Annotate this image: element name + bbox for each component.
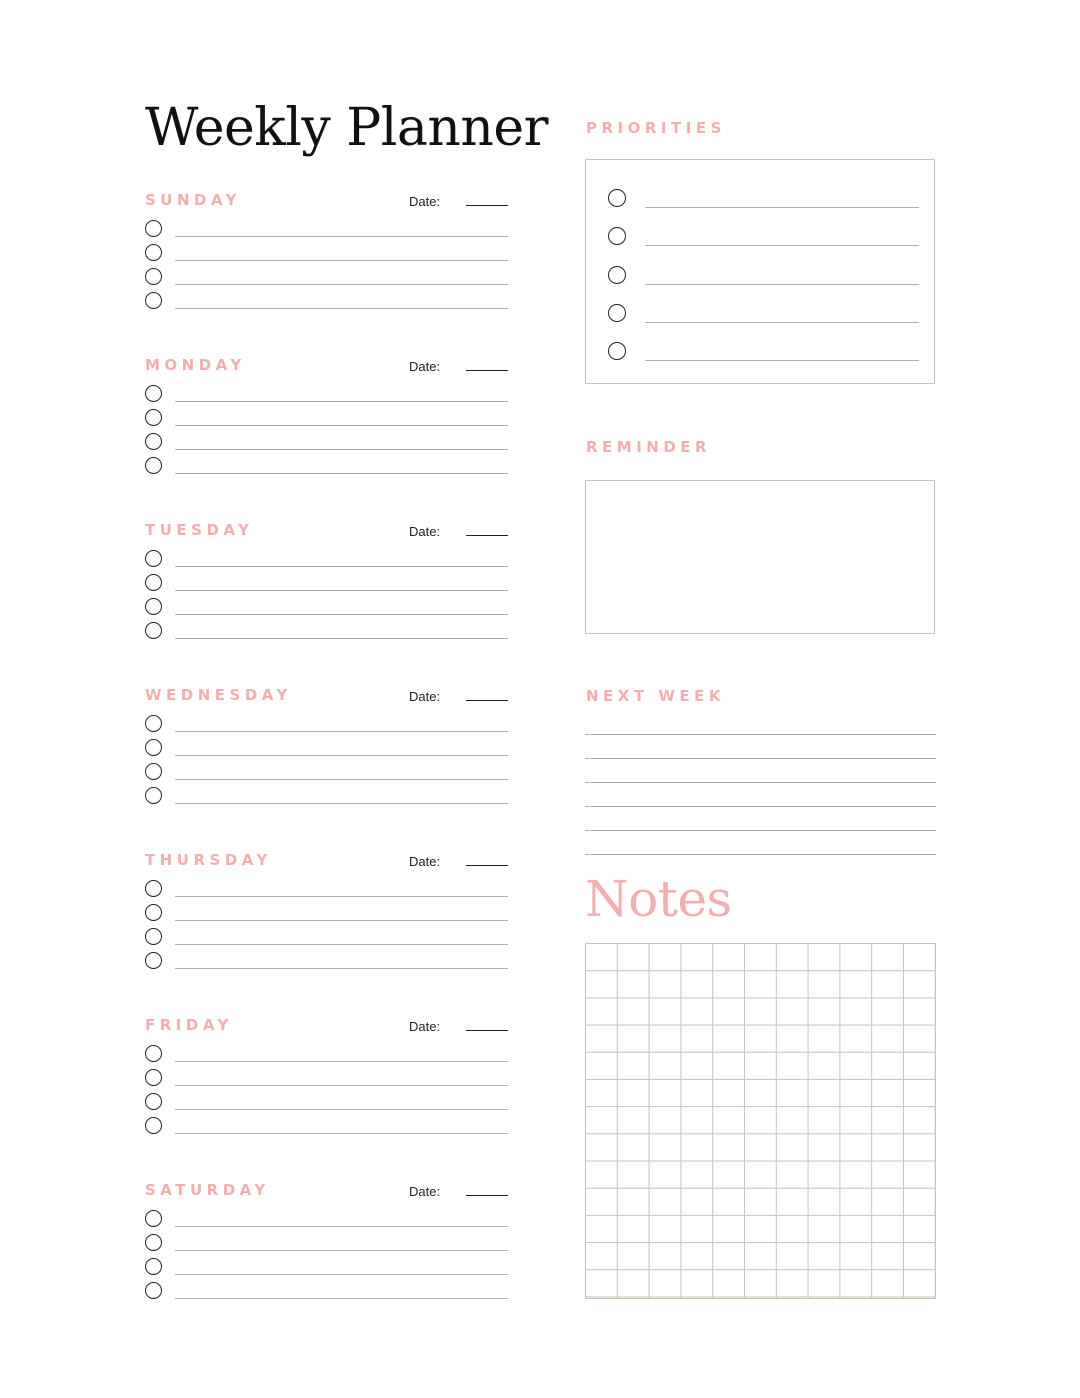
task-row [145, 952, 509, 976]
date-label: Date: [409, 359, 441, 374]
task-line[interactable] [175, 401, 508, 402]
task-line[interactable] [175, 1226, 508, 1227]
task-row [145, 244, 509, 268]
task-row [145, 622, 509, 646]
date-field[interactable] [466, 865, 508, 866]
task-row [145, 268, 509, 292]
task-checkbox[interactable] [145, 1117, 162, 1134]
priority-row [608, 304, 919, 328]
task-checkbox[interactable] [145, 1210, 162, 1227]
task-checkbox[interactable] [145, 220, 162, 237]
day-label: MONDAY [145, 356, 246, 374]
task-row [145, 880, 509, 904]
date-label: Date: [409, 854, 441, 869]
task-line[interactable] [175, 1133, 508, 1134]
task-row [145, 292, 509, 316]
task-checkbox[interactable] [145, 1069, 162, 1086]
priority-row [608, 266, 919, 290]
task-line[interactable] [175, 1250, 508, 1251]
day-block-sunday [145, 191, 509, 311]
task-row [145, 220, 509, 244]
task-checkbox[interactable] [145, 715, 162, 732]
day-block-friday [145, 1016, 509, 1136]
task-row [145, 385, 509, 409]
next-week-label: NEXT WEEK [586, 687, 725, 705]
notes-title: Notes [585, 870, 732, 928]
task-line[interactable] [175, 1061, 508, 1062]
task-line[interactable] [175, 425, 508, 426]
task-checkbox[interactable] [145, 268, 162, 285]
date-label: Date: [409, 524, 441, 539]
task-row [145, 1258, 509, 1282]
task-line[interactable] [175, 260, 508, 261]
task-line[interactable] [175, 1109, 508, 1110]
date-label: Date: [409, 194, 441, 209]
task-row [145, 904, 509, 928]
task-row [145, 433, 509, 457]
task-line[interactable] [175, 779, 508, 780]
task-line[interactable] [175, 1085, 508, 1086]
task-checkbox[interactable] [145, 1258, 162, 1275]
day-block-thursday [145, 851, 509, 971]
day-label: SUNDAY [145, 191, 242, 209]
task-checkbox[interactable] [145, 409, 162, 426]
priority-checkbox[interactable] [608, 266, 626, 284]
date-field[interactable] [466, 535, 508, 536]
task-checkbox[interactable] [145, 1045, 162, 1062]
reminder-label: REMINDER [586, 438, 712, 456]
task-line[interactable] [175, 638, 508, 639]
task-checkbox[interactable] [145, 952, 162, 969]
task-checkbox[interactable] [145, 550, 162, 567]
task-line[interactable] [175, 590, 508, 591]
task-line[interactable] [175, 944, 508, 945]
task-checkbox[interactable] [145, 880, 162, 897]
day-label: TUESDAY [145, 521, 254, 539]
task-row [145, 550, 509, 574]
task-line[interactable] [175, 566, 508, 567]
task-row [145, 1117, 509, 1141]
next-week-line[interactable] [585, 758, 936, 759]
task-row [145, 787, 509, 811]
task-checkbox[interactable] [145, 1093, 162, 1110]
task-line[interactable] [175, 1298, 508, 1299]
date-label: Date: [409, 1019, 441, 1034]
day-block-tuesday [145, 521, 509, 641]
task-row [145, 928, 509, 952]
priorities-box [585, 159, 935, 384]
next-week-line[interactable] [585, 806, 936, 807]
task-checkbox[interactable] [145, 1234, 162, 1251]
date-field[interactable] [466, 700, 508, 701]
priority-checkbox[interactable] [608, 342, 626, 360]
task-row [145, 715, 509, 739]
task-checkbox[interactable] [145, 457, 162, 474]
task-line[interactable] [175, 614, 508, 615]
task-checkbox[interactable] [145, 598, 162, 615]
task-checkbox[interactable] [145, 1282, 162, 1299]
task-row [145, 1210, 509, 1234]
day-block-monday [145, 356, 509, 476]
priority-row [608, 227, 919, 251]
task-line[interactable] [175, 968, 508, 969]
day-label: WEDNESDAY [145, 686, 292, 704]
task-checkbox[interactable] [145, 739, 162, 756]
next-week-line[interactable] [585, 830, 936, 831]
task-line[interactable] [175, 920, 508, 921]
task-row [145, 598, 509, 622]
task-line[interactable] [175, 1274, 508, 1275]
task-checkbox[interactable] [145, 574, 162, 591]
task-row [145, 1282, 509, 1306]
task-checkbox[interactable] [145, 787, 162, 804]
task-row [145, 739, 509, 763]
task-line[interactable] [175, 755, 508, 756]
task-row [145, 1069, 509, 1093]
date-label: Date: [409, 689, 441, 704]
priority-line[interactable] [645, 207, 919, 208]
task-row [145, 457, 509, 481]
task-row [145, 574, 509, 598]
task-checkbox[interactable] [145, 292, 162, 309]
day-label: THURSDAY [145, 851, 272, 869]
day-label: FRIDAY [145, 1016, 233, 1034]
day-label: SATURDAY [145, 1181, 270, 1199]
date-field[interactable] [466, 370, 508, 371]
page-title: Weekly Planner [145, 98, 549, 158]
task-checkbox[interactable] [145, 433, 162, 450]
priority-line[interactable] [645, 245, 919, 246]
task-line[interactable] [175, 803, 508, 804]
priorities-label: PRIORITIES [586, 119, 726, 137]
notes-grid[interactable] [585, 943, 936, 1299]
priority-line[interactable] [645, 284, 919, 285]
priority-row [608, 342, 919, 366]
priority-line[interactable] [645, 360, 919, 361]
priority-row [608, 189, 919, 213]
task-line[interactable] [175, 308, 508, 309]
priority-checkbox[interactable] [608, 227, 626, 245]
day-block-wednesday [145, 686, 509, 806]
task-row [145, 409, 509, 433]
task-line[interactable] [175, 731, 508, 732]
task-line[interactable] [175, 473, 508, 474]
reminder-box[interactable] [585, 480, 935, 634]
task-checkbox[interactable] [145, 622, 162, 639]
date-field[interactable] [466, 1195, 508, 1196]
task-checkbox[interactable] [145, 763, 162, 780]
date-field[interactable] [466, 205, 508, 206]
task-line[interactable] [175, 236, 508, 237]
task-row [145, 1093, 509, 1117]
task-checkbox[interactable] [145, 244, 162, 261]
next-week-line[interactable] [585, 854, 936, 855]
task-row [145, 1045, 509, 1069]
task-checkbox[interactable] [145, 928, 162, 945]
priority-line[interactable] [645, 322, 919, 323]
task-row [145, 763, 509, 787]
task-line[interactable] [175, 449, 508, 450]
next-week-line[interactable] [585, 734, 936, 735]
task-line[interactable] [175, 896, 508, 897]
day-block-saturday [145, 1181, 509, 1301]
date-label: Date: [409, 1184, 441, 1199]
priority-checkbox[interactable] [608, 304, 626, 322]
task-checkbox[interactable] [145, 385, 162, 402]
task-row [145, 1234, 509, 1258]
next-week-line[interactable] [585, 782, 936, 783]
date-field[interactable] [466, 1030, 508, 1031]
task-checkbox[interactable] [145, 904, 162, 921]
task-line[interactable] [175, 284, 508, 285]
priority-checkbox[interactable] [608, 189, 626, 207]
